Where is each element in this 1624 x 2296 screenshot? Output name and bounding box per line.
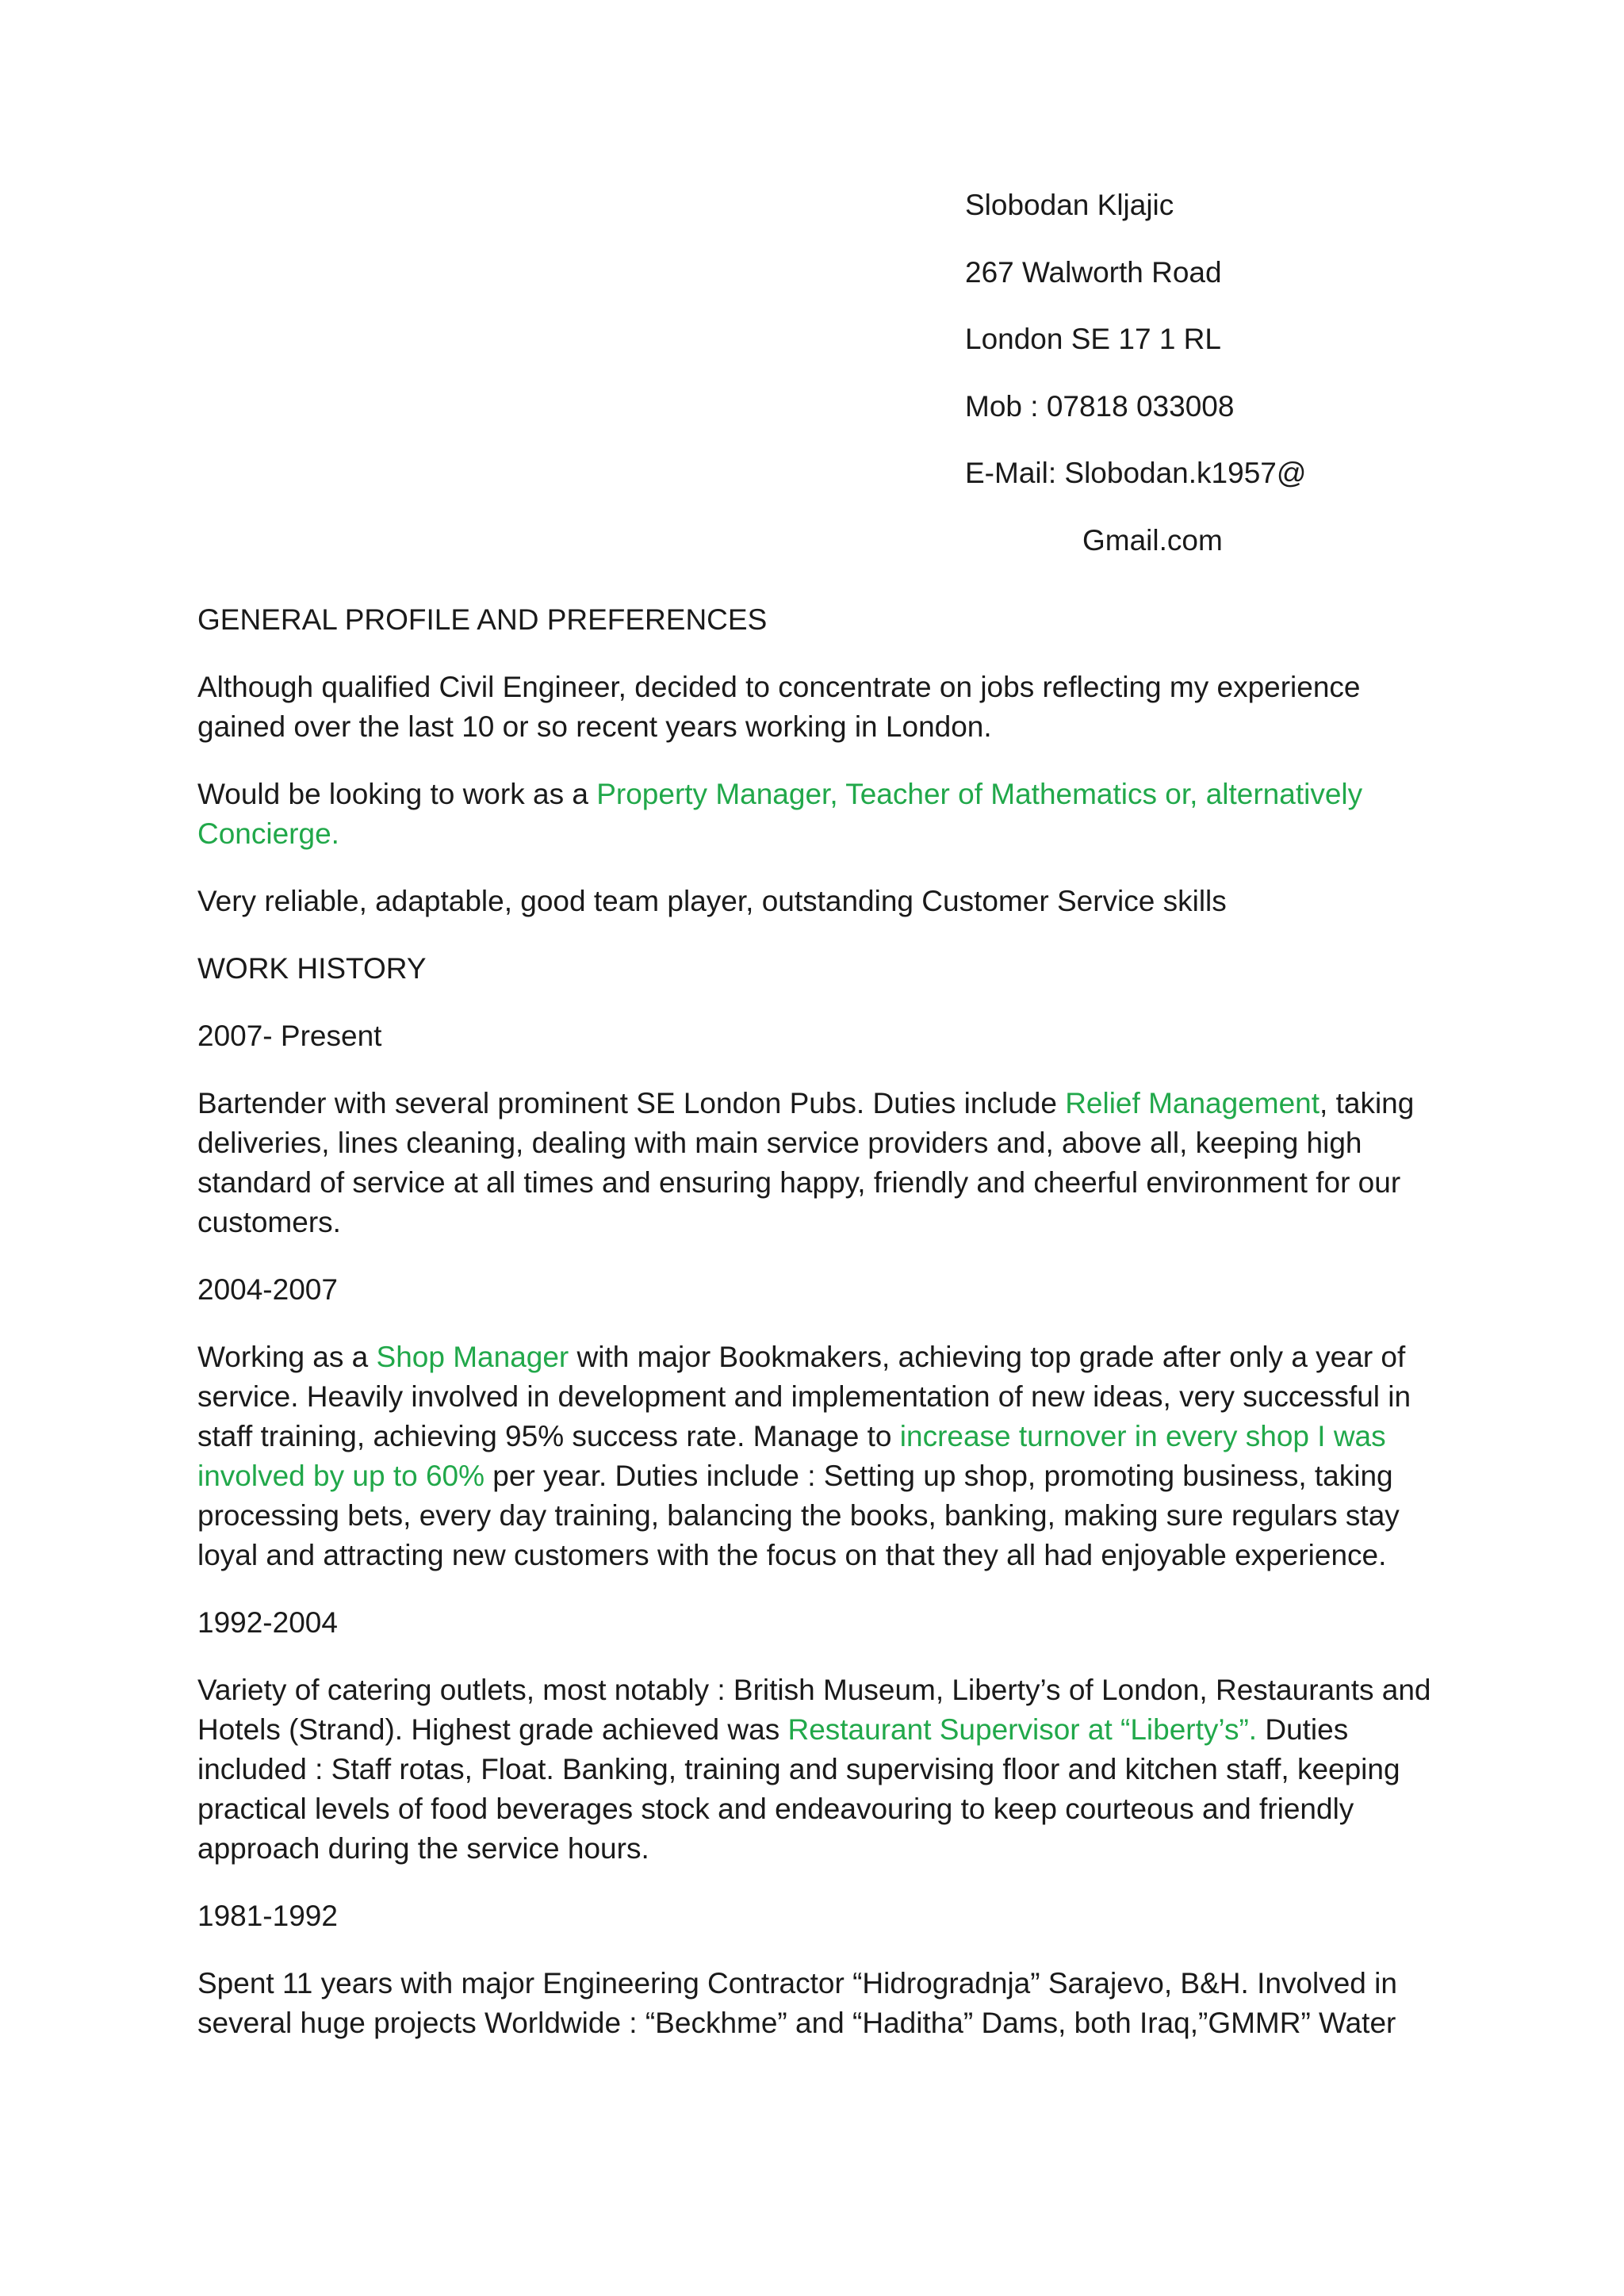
work-period-1992: 1992-2004 <box>197 1606 338 1639</box>
work-description-2004 <box>197 1337 1434 1575</box>
contact-block <box>965 190 1306 592</box>
work-highlight: Shop Manager <box>376 1341 569 1373</box>
contact-email-line1: E-Mail: Slobodan.k1957@ <box>965 457 1307 489</box>
work-text: with major Bookmakers, achieving top grade after only a year of service. Heavily involved in development and implementation of new ideas, very successful in staff training, achieving 95% success rate. Manage to <box>197 1341 1411 1452</box>
profile-paragraph-2-text: Would be looking to work as a <box>197 778 597 810</box>
work-text: Bartender with several prominent SE London Pubs. Duties include <box>197 1087 1066 1119</box>
contact-name: Slobodan Kljajic <box>965 189 1174 221</box>
work-highlight: increase turnover in every shop I was involved by up to 60% <box>197 1420 1386 1492</box>
contact-mobile: Mob : 07818 033008 <box>965 389 1235 423</box>
work-description-1992 <box>197 1670 1434 1869</box>
work-description-2007 <box>197 1084 1434 1242</box>
work-history-heading: WORK HISTORY <box>197 952 427 985</box>
work-text: , taking deliveries, lines cleaning, dealing with main service providers and, above all, keeping high standard of service at all times and ensuring happy, friendly and cheerful environment for our customers. <box>197 1087 1415 1238</box>
work-period-2007: 2007- Present <box>197 1020 382 1052</box>
work-text: per year. Duties include : Setting up shop, promoting business, taking processing bets, every day training, balancing the books, banking, making sure regulars stay loyal and attracting new customers with the focus on that they all had enjoyable experience. <box>197 1460 1400 1571</box>
work-text: Working as a <box>197 1341 377 1373</box>
work-text: Variety of catering outlets, most notably : British Museum, Liberty’s of London, Restaurants and Hotels (Strand). Highest grade achieved was <box>197 1674 1431 1746</box>
work-highlight: Restaurant Supervisor at “Liberty’s”. <box>787 1713 1258 1746</box>
work-text: Duties included : Staff rotas, Float. Banking, training and supervising floor and kitchen staff, keeping practical levels of food beverages stock and endeavouring to keep courteous and friendly approach during the service hours. <box>197 1713 1400 1865</box>
work-period-2004: 2004-2007 <box>197 1273 338 1306</box>
profile-paragraph-1: Although qualified Civil Engineer, decided to concentrate on jobs reflecting my experience gained over the last 10 or so recent years working in London. <box>197 671 1361 743</box>
contact-street: 267 Walworth Road <box>965 255 1222 289</box>
work-description-1981 <box>197 1964 1434 2043</box>
contact-email-line2: Gmail.com <box>1082 523 1223 557</box>
work-period-1981: 1981-1992 <box>197 1900 338 1932</box>
profile-paragraph-2 <box>197 775 1434 854</box>
work-highlight: Relief Management <box>1065 1087 1320 1119</box>
profile-heading: GENERAL PROFILE AND PREFERENCES <box>197 603 768 636</box>
desired-roles-highlight: Property Manager, Teacher of Mathematics or, alternatively Concierge. <box>197 778 1363 850</box>
resume-body <box>197 600 1434 2071</box>
contact-city: London SE 17 1 RL <box>965 323 1221 355</box>
profile-paragraph-3: Very reliable, adaptable, good team player, outstanding Customer Service skills <box>197 885 1227 917</box>
work-text: Spent 11 years with major Engineering Contractor “Hidrogradnja” Sarajevo, B&H. Involved in several huge projects Worldwide : “Beckhme” and “Haditha” Dams, both Iraq,”GMMR” Water <box>197 1967 1397 2039</box>
